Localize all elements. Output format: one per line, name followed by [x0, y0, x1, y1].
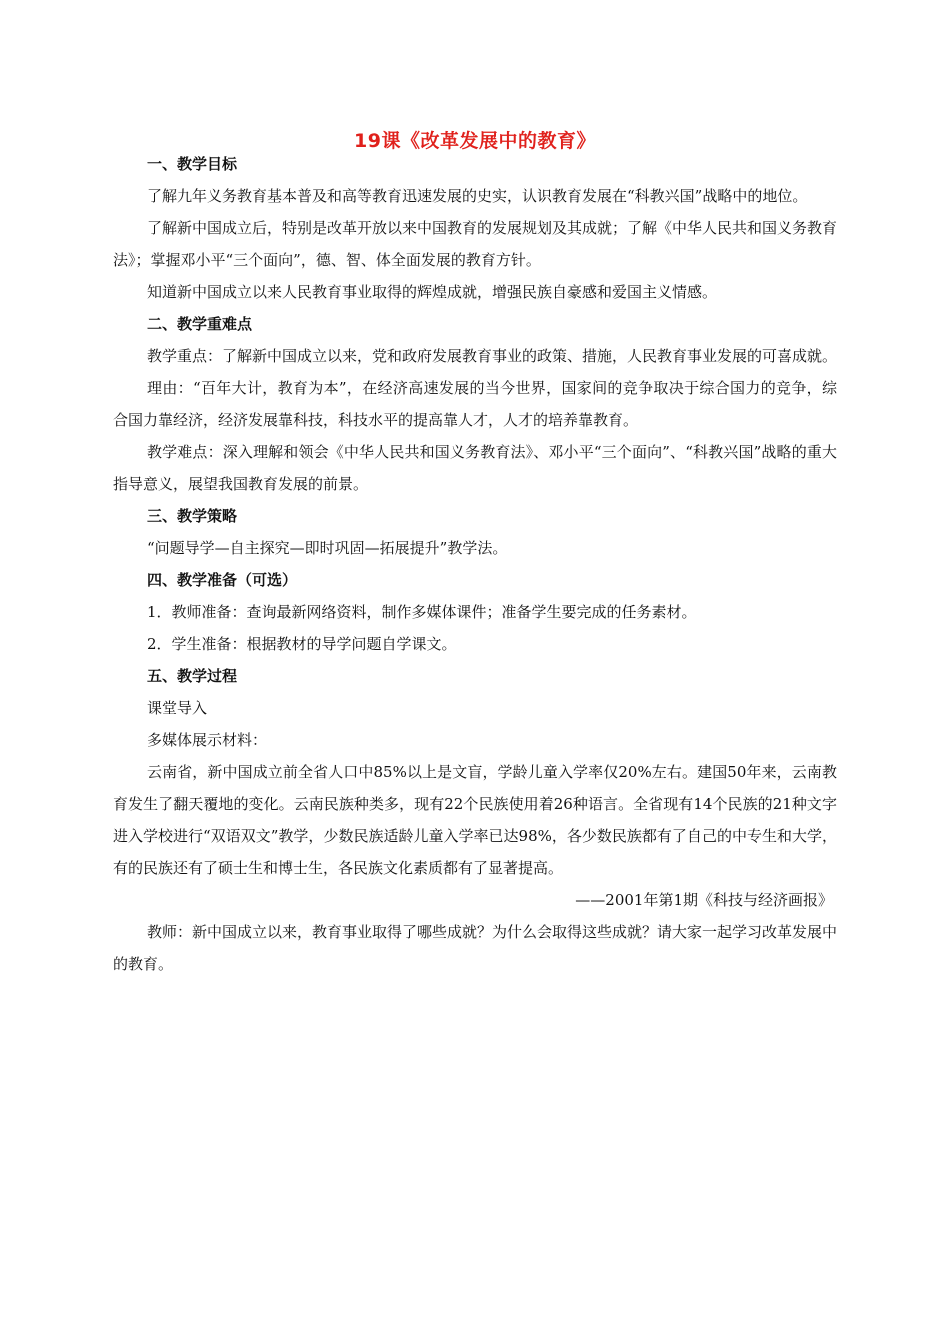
section-heading-key-points: 二、教学重难点 [147, 315, 253, 333]
strategy-paragraph: “问题导学—自主探究—即时巩固—拓展提升”教学法。 [147, 539, 508, 557]
key-points-paragraph-1: 教学重点：了解新中国成立以来，党和政府发展教育事业的政策、措施，人民教育事业发展的可喜成就。 [147, 347, 838, 365]
goals-paragraph-1: 了解九年义务教育基本普及和高等教育迅速发展的史实，认识教育发展在“科教兴国”战略中的地位。 [147, 187, 808, 205]
key-points-paragraph-2: 理由：“百年大计，教育为本”，在经济高速发展的当今世界，国家间的竞争取决于综合国力的竞争，综合国力靠经济，经济发展靠科技，科技水平的提高靠人才，人才的培养靠教育。 [113, 379, 837, 429]
document-body [113, 148, 837, 980]
section-heading-process: 五、教学过程 [147, 667, 238, 685]
preparation-item-student: 2．学生准备：根据教材的导学问题自学课文。 [147, 635, 457, 653]
process-material-text: 云南省，新中国成立前全省人口中85%以上是文盲，学龄儿童入学率仅20%左右。建国50年来，云南教育发生了翻天覆地的变化。云南民族种类多，现有22个民族使用着26种语言。全省现有14个民族的21种文字进入学校进行“双语双文”教学，少数民族适龄儿童入学率已达98%，各少数民族都有了自己的中专生和大学，有的民族还有了硕士生和博士生，各民族文化素质都有了显著提高。 [113, 763, 837, 877]
preparation-item-teacher: 1．教师准备：查询最新网络资料，制作多媒体课件；准备学生要完成的任务素材。 [147, 603, 697, 621]
goals-paragraph-3: 知道新中国成立以来人民教育事业取得的辉煌成就，增强民族自豪感和爱国主义情感。 [147, 283, 718, 301]
process-intro: 课堂导入 [147, 699, 208, 717]
material-source-citation: ——2001年第1期《科技与经济画报》 [575, 891, 833, 909]
goals-paragraph-2: 了解新中国成立后，特别是改革开放以来中国教育的发展规划及其成就；了解《中华人民共和国义务教育法》；掌握邓小平“三个面向”，德、智、体全面发展的教育方针。 [113, 219, 838, 269]
document-title: 19课《改革发展中的教育》 [354, 130, 596, 152]
key-points-paragraph-3: 教学难点：深入理解和领会《中华人民共和国义务教育法》、邓小平“三个面向”、“科教兴国”战略的重大指导意义，展望我国教育发展的前景。 [113, 443, 837, 493]
teacher-question-paragraph: 教师：新中国成立以来，教育事业取得了哪些成就？为什么会取得这些成就？请大家一起学习改革发展中的教育。 [113, 923, 838, 973]
section-heading-strategy: 三、教学策略 [147, 507, 238, 525]
section-heading-preparation: 四、教学准备（可选） [147, 571, 298, 589]
section-heading-goals: 一、教学目标 [147, 155, 238, 173]
process-material-label: 多媒体展示材料： [147, 731, 268, 749]
